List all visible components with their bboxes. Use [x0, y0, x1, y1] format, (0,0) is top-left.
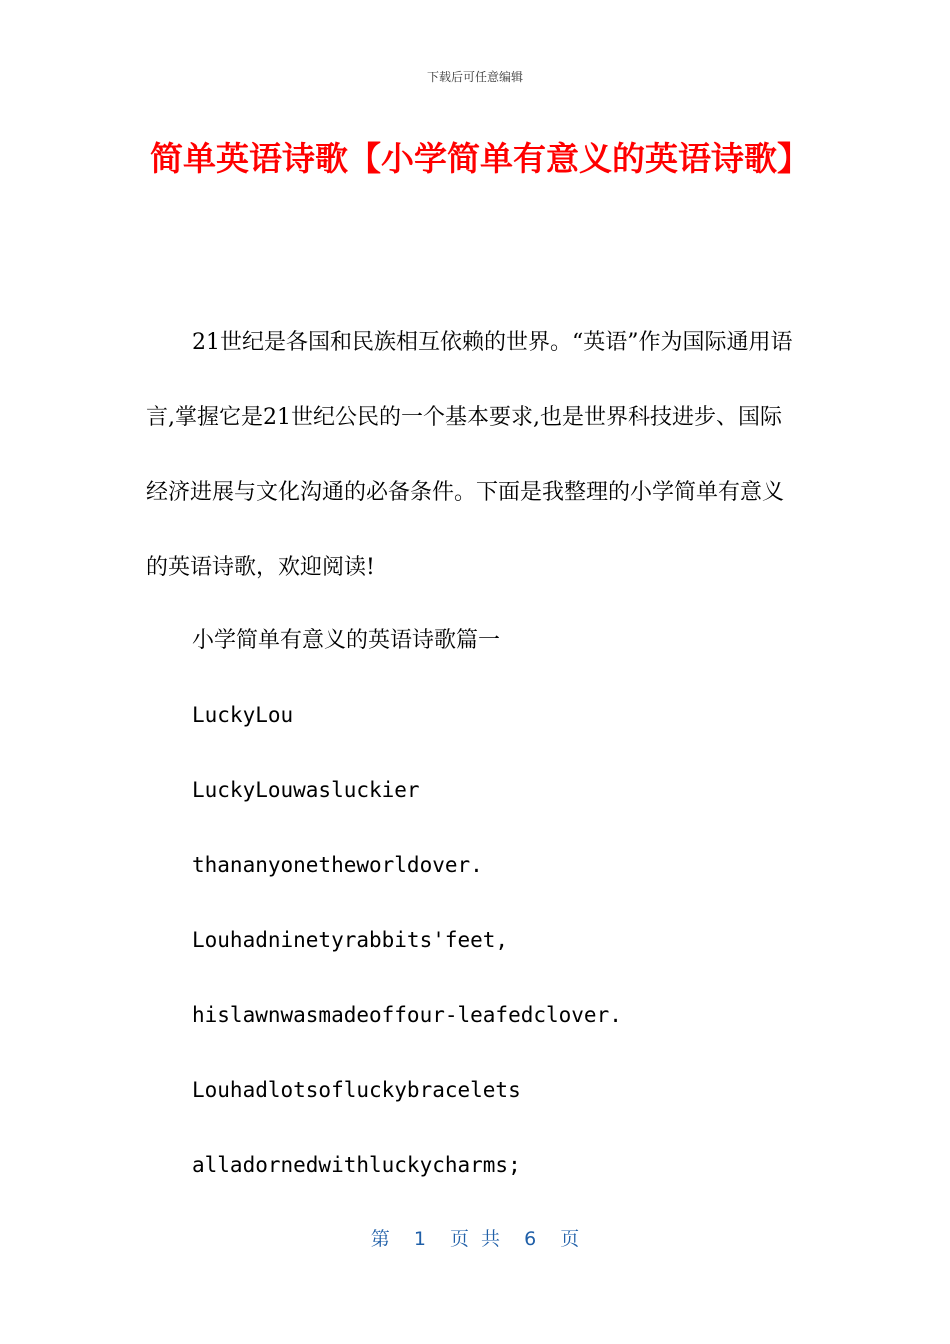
footer-current-page: 1	[413, 1228, 426, 1250]
poem-section	[192, 603, 792, 1203]
section-heading: 小学简单有意义的英语诗歌篇一	[192, 628, 501, 653]
footer-label-of: 页 共	[449, 1228, 501, 1250]
poem-line: LuckyLou	[192, 703, 294, 727]
page-header-note: 下载后可任意编辑	[426, 70, 523, 84]
footer-label-end: 页	[560, 1228, 580, 1250]
poem-line: thananyonetheworldover.	[192, 853, 483, 877]
poem-line: Louhadninetyrabbits'feet,	[192, 928, 509, 952]
poem-line: alladornedwithluckycharms;	[192, 1153, 521, 1177]
page-footer	[0, 1224, 950, 1251]
poem-line: hislawnwasmadeoffour-leafedclover.	[192, 1003, 622, 1027]
document-title: 简单英语诗歌【小学简单有意义的英语诗歌】	[150, 139, 810, 178]
footer-label-page: 第	[370, 1228, 390, 1250]
intro-paragraph: 21世纪是各国和民族相互依赖的世界。“英语”作为国际通用语言,掌握它是21世纪公民的一个基本要求,也是世界科技进步、国际经济进展与文化沟通的必备条件。下面是我整理的小学简单有意义的英语诗歌，欢迎阅读!	[146, 330, 793, 580]
poem-line: Louhadlotsofluckybracelets	[192, 1078, 521, 1102]
poem-line: LuckyLouwasluckier	[192, 778, 420, 802]
footer-total-pages: 6	[524, 1228, 537, 1250]
